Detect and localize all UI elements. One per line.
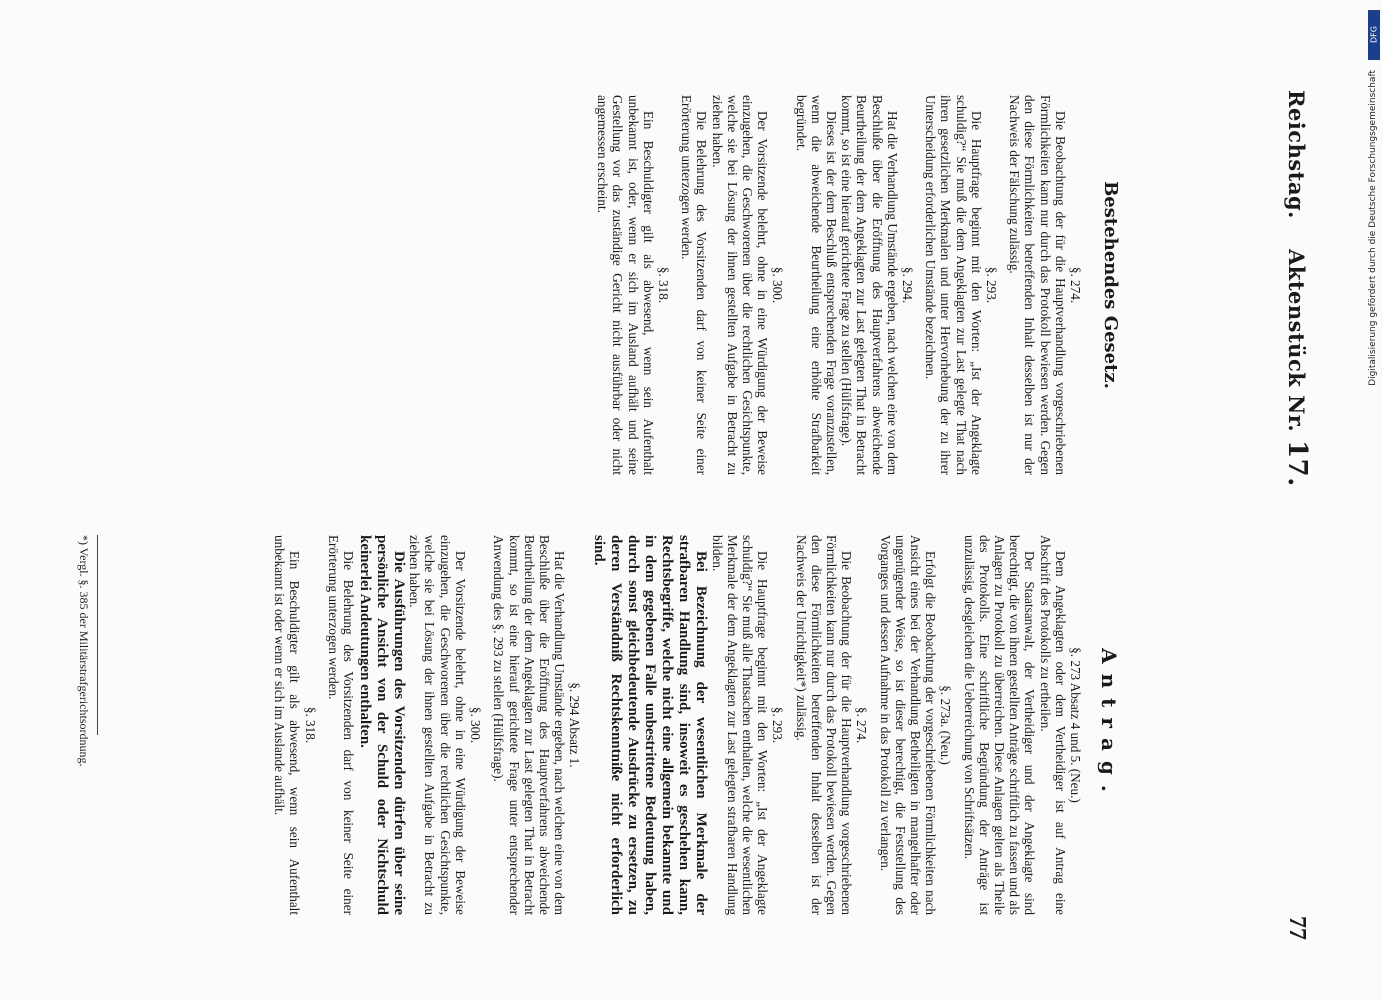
section-heading: §. 300. xyxy=(468,706,484,744)
section-paragraph: Die Belehrung des Vorsitzenden darf von keiner Seite einer Erörterung unterzogen werden. xyxy=(325,535,357,915)
left-column-title-wrap xyxy=(1100,95,1121,475)
section-paragraph: Der Staatsanwalt, der Vertheidiger und der Angeklagte sind berechtigt, die von ihnen gestellten Anträge schriftlich zu fassen und als Anlagen zu Protokoll zu überreichen. Diese Anlagen gelten als Theile des Protokolls. Eine schriftliche Begründung der Anträge ist unzulässig, desgleichen die Ueberreichung von Schriftsätzen. xyxy=(961,535,1038,915)
right-column xyxy=(63,535,1083,915)
section xyxy=(679,95,785,475)
header-ref-number: 17. xyxy=(1282,440,1312,487)
section-paragraph: Der Vorsitzende belehrt, ohne in eine Würdigung der Beweise einzugehen, die Geschworenen über die rechtlichen Gesichtspunkte, welche sie bei Lösung der ihnen gestellten Aufgabe in Betracht zu ziehen haben. xyxy=(407,535,468,915)
section xyxy=(793,95,915,475)
section-heading: §. 318. xyxy=(302,706,318,744)
section-heading: §. 273a. (Neu.) xyxy=(938,685,954,765)
header-reference xyxy=(1282,249,1312,487)
header-left: Reichstag. xyxy=(1284,90,1310,219)
section-paragraph: Ein Beschuldigter gilt als abwesend, wenn sein Aufenthalt unbekannt ist, oder, wenn er sich im Ausland aufhält und seine Gestellung vor das zuständige Gericht nicht ausführbar oder nicht angemessen erscheint. xyxy=(595,95,656,475)
section-heading: §. 274. xyxy=(854,706,870,744)
section xyxy=(1007,95,1083,475)
digitization-note-text: Digitalisierung gefördert durch die Deutsche Forschungsgemeinschaft xyxy=(1368,70,1378,386)
section-paragraph: Die Hauptfrage beginnt mit den Worten: „Ist der Angeklagte schuldig?“ Sie muß alle Thatsachen enthalten, welche die wesentlichen Merkmale der dem Angeklagten zur Last gelegten strafbaren Handlung bilden. xyxy=(709,535,771,915)
section-heading: §. 294. xyxy=(899,266,915,304)
section-paragraph: Die Beobachtung der für die Hauptverhandlung vorgeschriebenen Förmlichkeiten kann nur durch das Protokoll bewiesen werden. Gegen den diese Förmlichkeiten betreffenden Inhalt desselben ist der Nachweis der Unrichtigkeit*) zulässig. xyxy=(793,535,855,915)
section-heading: §. 300. xyxy=(770,266,786,304)
section xyxy=(793,535,869,915)
section-paragraph: Bei Bezeichnung der wesentlichen Merkmale der strafbaren Handlung sind, insoweit es geschehen kann, Rechtsbegriffe, welche nicht eine allgemein bekannte und in dem gegebenen Falle unbestrittene Bedeutung haben, durch sonst gleichbedeutende Ausdrücke zu ersetzen, zu deren Verständniß Rechtskenntniße nicht erforderlich sind. xyxy=(591,535,710,915)
section-paragraph: Hat die Verhandlung Umstände ergeben, nach welchen eine von dem Beschluße über die Eröffnung des Hauptverfahrens abweichende Beurtheilung der dem Angeklagten zur Last gelegten That in Betracht kommt, so ist eine hierauf gerichtete Frage unter entsprechender Anwendung des §. 293 zu stellen (Hülfsfrage). xyxy=(491,535,568,915)
section-heading: §. 273 Absatz 4 und 5. (Neu.) xyxy=(1068,647,1083,803)
section-paragraph: Ein Beschuldigter gilt als abwesend, wenn sein Aufenthalt unbekannt ist oder wenn er sich im Auslande aufhält. xyxy=(272,535,303,915)
section xyxy=(326,535,483,915)
dfg-logo: DFG xyxy=(1368,10,1380,60)
page-header xyxy=(1277,90,1317,940)
section-paragraph: Die Belehrung des Vorsitzenden darf von keiner Seite einer Erörterung unterzogen werden. xyxy=(679,95,710,475)
section-heading: §. 318. xyxy=(655,266,671,304)
left-column-title: Bestehendes Gesetz. xyxy=(1100,181,1121,389)
section-paragraph: Dieses ist der dem Beschluß entsprechenden Frage voranzustellen, wenn die abweichende Beurtheilung eine erhöhte Strafbarkeit begründet. xyxy=(793,95,839,475)
section-heading: §. 293. xyxy=(983,266,999,304)
section xyxy=(923,95,999,475)
section-heading: §. 293. xyxy=(770,706,786,744)
section-heading: §. 274. xyxy=(1068,266,1083,304)
section-paragraph: Die Ausführungen des Vorsitzenden dürfen über seine persönliche Ansicht von der Schuld oder Nichtschuld keinerlei Andeutungen enthalten. xyxy=(357,535,408,915)
footnote: *) Vergl. §. 385 der Militärstrafgerichtsordnung. xyxy=(77,535,91,767)
section xyxy=(590,535,785,915)
section-heading: §. 294 Absatz 1. xyxy=(567,682,583,768)
section-paragraph: Hat die Verhandlung Umstände ergeben, nach welchen eine von dem Beschluße über die Eröffnung des Hauptverfahrens abweichende Beurtheilung der dem Angeklagten zur Last gelegten That in Betracht kommt, so ist eine hierauf gerichtete Frage zu stellen (Hülfsfrage). xyxy=(839,95,900,475)
digitization-note xyxy=(1363,0,1383,1000)
section xyxy=(491,535,582,915)
section xyxy=(595,95,671,475)
left-column xyxy=(0,95,1083,475)
section-paragraph: Dem Angeklagten oder dem Vertheidiger ist auf Antrag eine Abschrift des Protokolls zu ertheilen. xyxy=(1037,535,1068,915)
section-paragraph: Die Beobachtung der für die Hauptverhandlung vorgeschriebenen Förmlichkeiten kann nur durch das Protokoll bewiesen werden. Gegen den diese Förmlichkeiten betreffenden Inhalt desselben ist nur der Nachweis der Fälschung zulässig. xyxy=(1007,95,1068,475)
section-paragraph: Erfolgt die Beobachtung der vorgeschriebenen Förmlichkeiten nach Ansicht eines bei der Verhandlung Betheiligten in mangelhafter oder ungenügender Weise, so ist dieser berechtigt, die Feststellung des Vorganges und dessen Aufnahme in das Protokoll zu verlangen. xyxy=(877,535,939,915)
section xyxy=(961,535,1083,915)
footnote-rule xyxy=(97,535,98,735)
page-number: 77 xyxy=(1284,916,1311,940)
section xyxy=(877,535,953,915)
right-column-title: Antrag. xyxy=(1097,648,1121,802)
section xyxy=(272,535,318,915)
section-paragraph: Die Hauptfrage beginnt mit den Worten: „Ist der Angeklagte schuldig?“ Sie muß die dem Angeklagten zur Last gelegte That nach ihren gesetzlichen Merkmalen und unter Hervorhebung der zu ihrer Unterscheidung erforderlichen Umstände bezeichnen. xyxy=(923,95,984,475)
header-ref-label: Aktenstück Nr. xyxy=(1284,248,1309,433)
section-paragraph: Der Vorsitzende belehrt, ohne in eine Würdigung der Beweise einzugehen, die Geschworenen über die rechtlichen Gesichtspunkte, welche sie bei Lösung der ihnen gestellten Aufgabe in Betracht zu ziehen haben. xyxy=(709,95,771,475)
